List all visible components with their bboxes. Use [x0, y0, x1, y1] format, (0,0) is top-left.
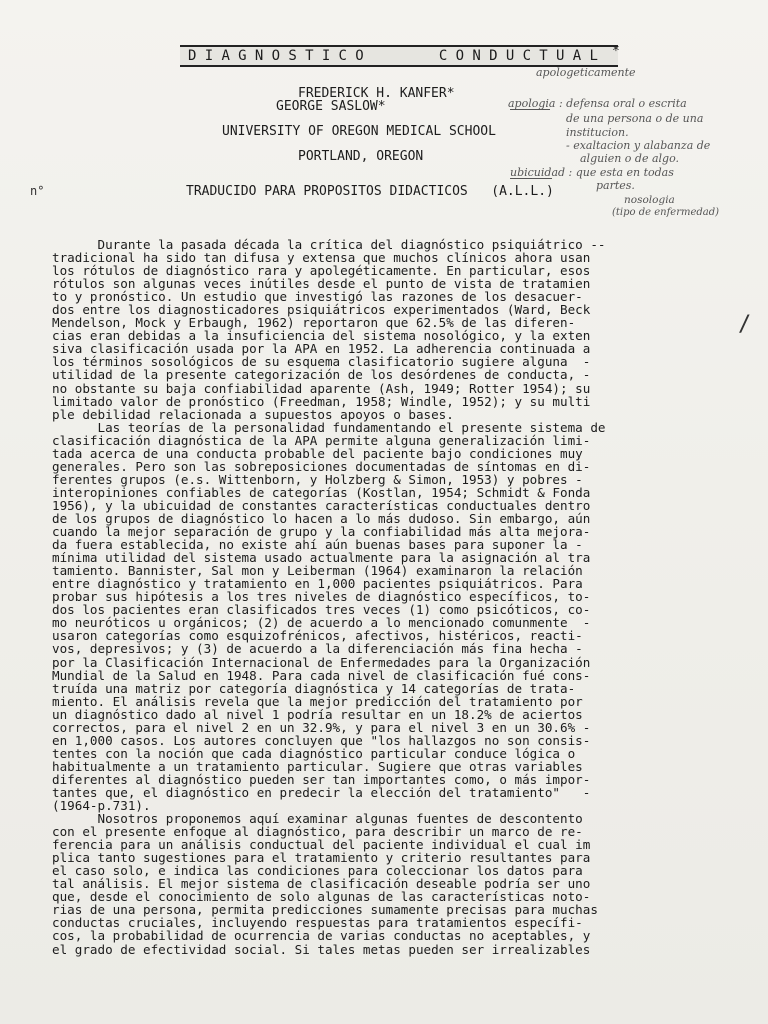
handwritten-note-line-9: (tipo de enfermedad)	[612, 207, 720, 218]
text-line: 1956), y la ubicuidad de constantes características conductuales dentro	[52, 497, 591, 513]
text-line: habitualmente a un tratamiento particular. Sugiere que otras variables	[52, 758, 583, 774]
text-line: siva clasificación usada por la APA en 1952. La adherencia continuada a	[52, 341, 591, 357]
title-footnote-mark: *	[612, 44, 620, 59]
text-line: cuando la mejor separación de grupo y la confiabilidad más alta mejora-	[52, 524, 591, 540]
handwritten-note-ubicuidad: ubicuidad : que esta en todas	[510, 166, 674, 179]
text-line: el caso solo, e indica las condiciones para coleccionar los datos para	[52, 863, 583, 879]
text-line: tantes que, el diagnóstico en predecir la elección del tratamiento" -	[52, 784, 591, 800]
text-line: tada acerca de una conducta probable del paciente bajo condiciones muy	[52, 445, 583, 461]
text-line: cos, la probabilidad de ocurrencia de varias conductas no aceptables, y	[52, 928, 591, 944]
body-text	[52, 238, 717, 956]
text-line: Mendelson, Mock y Erbaugh, 1962) reportaron que 62.5% de las diferen-	[52, 315, 576, 331]
text-line: mínima utilidad del sistema usado actualmente para la asignación al tra	[52, 550, 591, 566]
handwritten-underline	[510, 109, 550, 110]
text-line: cias eran debidas a la insuficiencia del sistema nosológico, y la exten	[52, 328, 591, 344]
city: PORTLAND, OREGON	[298, 149, 424, 164]
translation-note: TRADUCIDO PARA PROPOSITOS DIDACTICOS (A.L.L.)	[186, 184, 554, 199]
handwritten-note-line-2: de una persona o de una	[566, 112, 704, 125]
margin-mark: /	[738, 312, 752, 337]
text-line: to y pronóstico. Un estudio que investigó las razones de los desacuer-	[52, 289, 583, 305]
text-line: utilidad de la presente categorización de los desórdenes de conducta, -	[52, 367, 591, 383]
handwritten-underline	[510, 178, 552, 179]
text-line: dos entre los diagnosticadores psiquiátricos experimentados (Ward, Beck	[52, 302, 591, 318]
text-line: los términos sosológicos de su esquema clasificatorio sugiere alguna -	[52, 354, 591, 370]
handwritten-note-apologeticamente: apologeticamente	[536, 66, 636, 79]
text-line: limitado valor de pronóstico (Freedman, 1958; Windle, 1952); y su multi	[52, 393, 591, 409]
text-line: con el presente enfoque al diagnóstico, para describir un marco de re-	[52, 824, 583, 840]
text-line: conductas cruciales, incluyendo respuestas para tratamientos específi-	[52, 915, 583, 931]
text-line: ferencia para un análisis conductual del paciente individual el cual im	[52, 837, 591, 853]
text-line: un diagnóstico dado al nivel 1 podría resultar en un 18.2% de aciertos	[52, 706, 583, 722]
document-title: DIAGNOSTICO CONDUCTUAL	[188, 48, 607, 64]
handwritten-note-line-5: alguien o de algo.	[580, 152, 680, 165]
text-line: por la Clasificación Internacional de Enfermedades para la Organización	[52, 654, 591, 670]
text-line: Durante la pasada década la crítica del diagnóstico psiquiátrico --	[52, 237, 606, 252]
text-line: (1964-p.731).	[52, 798, 151, 814]
text-line: mo neuróticos u orgánicos; (2) de acuerdo a lo mencionado comunmente -	[52, 615, 591, 631]
text-line: rótulos son algunas veces inútiles desde el punto de vista de tratamien	[52, 276, 591, 292]
text-line: vos, depresivos; y (3) de acuerdo a la diferenciación más fina hecha -	[52, 641, 583, 657]
text-line: tradicional ha sido tan difusa y extensa que muchos clínicos ahora usan	[52, 250, 591, 266]
text-line: ferentes grupos (e.s. Wittenborn, y Holzberg & Simon, 1953) y pobres -	[52, 471, 583, 487]
text-line: en 1,000 casos. Los autores concluyen que "los hallazgos no son consis-	[52, 732, 591, 748]
text-line: truída una matriz por categoría diagnóstica y 14 categorías de trata-	[52, 680, 576, 696]
text-line: plica tanto sugestiones para el tratamiento y criterio resultantes para	[52, 850, 591, 866]
text-line: clasificación diagnóstica de la APA permite alguna generalización limi-	[52, 432, 591, 448]
margin-mark: n°	[30, 184, 45, 198]
text-line: tentes con la noción que cada diagnóstico particular conduce lógica o	[52, 745, 576, 761]
text-line: no obstante su baja confiabilidad aparente (Ash, 1949; Rotter 1954); su	[52, 380, 591, 396]
author-kanfer: FREDERICK H. KANFER*	[298, 86, 455, 101]
author-saslow: GEORGE SASLOW*	[276, 99, 386, 114]
institution: UNIVERSITY OF OREGON MEDICAL SCHOOL	[222, 124, 496, 139]
text-line: que, desde el conocimiento de solo algunas de las características noto-	[52, 889, 591, 905]
text-line: Nosotros proponemos aquí examinar algunas fuentes de descontento	[52, 811, 583, 827]
text-line: los rótulos de diagnóstico rara y apolegéticamente. En particular, esos	[52, 263, 591, 279]
text-line: diferentes al diagnóstico pueden ser tan importantes como, o más impor-	[52, 771, 591, 787]
handwritten-note-apologia: apologia : defensa oral o escrita	[508, 97, 687, 110]
text-line: el grado de efectividad social. Si tales metas pueden ser irrealizables	[52, 941, 591, 957]
text-line: Mundial de la Salud en 1948. Para cada nivel de clasificación fué cons-	[52, 667, 591, 683]
text-line: tamiento. Bannister, Sal mon y Leiberman (1964) examinaron la relación	[52, 563, 583, 579]
handwritten-note-nosologia: nosologia	[624, 194, 675, 206]
text-line: interopiniones confiables de categorías (Kostlan, 1954; Schmidt & Fonda	[52, 484, 591, 500]
text-line: da fuera establecida, no existe ahí aún buenas bases para suponer la -	[52, 537, 583, 553]
text-line: entre diagnóstico y tratamiento en 1,000 pacientes psiquiátricos. Para	[52, 576, 583, 592]
text-line: correctos, para el nivel 2 en un 32.9%, y para el nivel 3 en un 30.6% -	[52, 719, 591, 735]
text-line: probar sus hipótesis a los tres niveles de diagnóstico específicos, to-	[52, 589, 591, 605]
text-line: generales. Pero son las sobreposiciones documentadas de síntomas en di-	[52, 458, 591, 474]
text-line: ple debilidad relacionada a supuestos apoyos o bases.	[52, 406, 454, 422]
text-line: Las teorías de la personalidad fundamentando el presente sistema de	[52, 419, 606, 435]
text-line: usaron categorías como esquizofrénicos, afectivos, histéricos, reacti-	[52, 628, 583, 644]
handwritten-note-line-4: - exaltacion y alabanza de	[566, 139, 711, 152]
text-line: de los grupos de diagnóstico lo hacen a lo más dudoso. Sin embargo, aún	[52, 510, 591, 526]
text-line: miento. El análisis revela que la mejor predicción del tratamiento por	[52, 693, 583, 709]
handwritten-note-line-7: partes.	[596, 179, 635, 192]
text-line: dos los pacientes eran clasificados tres veces (1) como psicóticos, co-	[52, 602, 591, 618]
text-line: rias de una persona, permita predicciones sumamente precisas para muchas	[52, 902, 598, 918]
handwritten-note-line-3: institucion.	[566, 126, 629, 139]
text-line: tal análisis. El mejor sistema de clasificación deseable podría ser uno	[52, 876, 591, 892]
